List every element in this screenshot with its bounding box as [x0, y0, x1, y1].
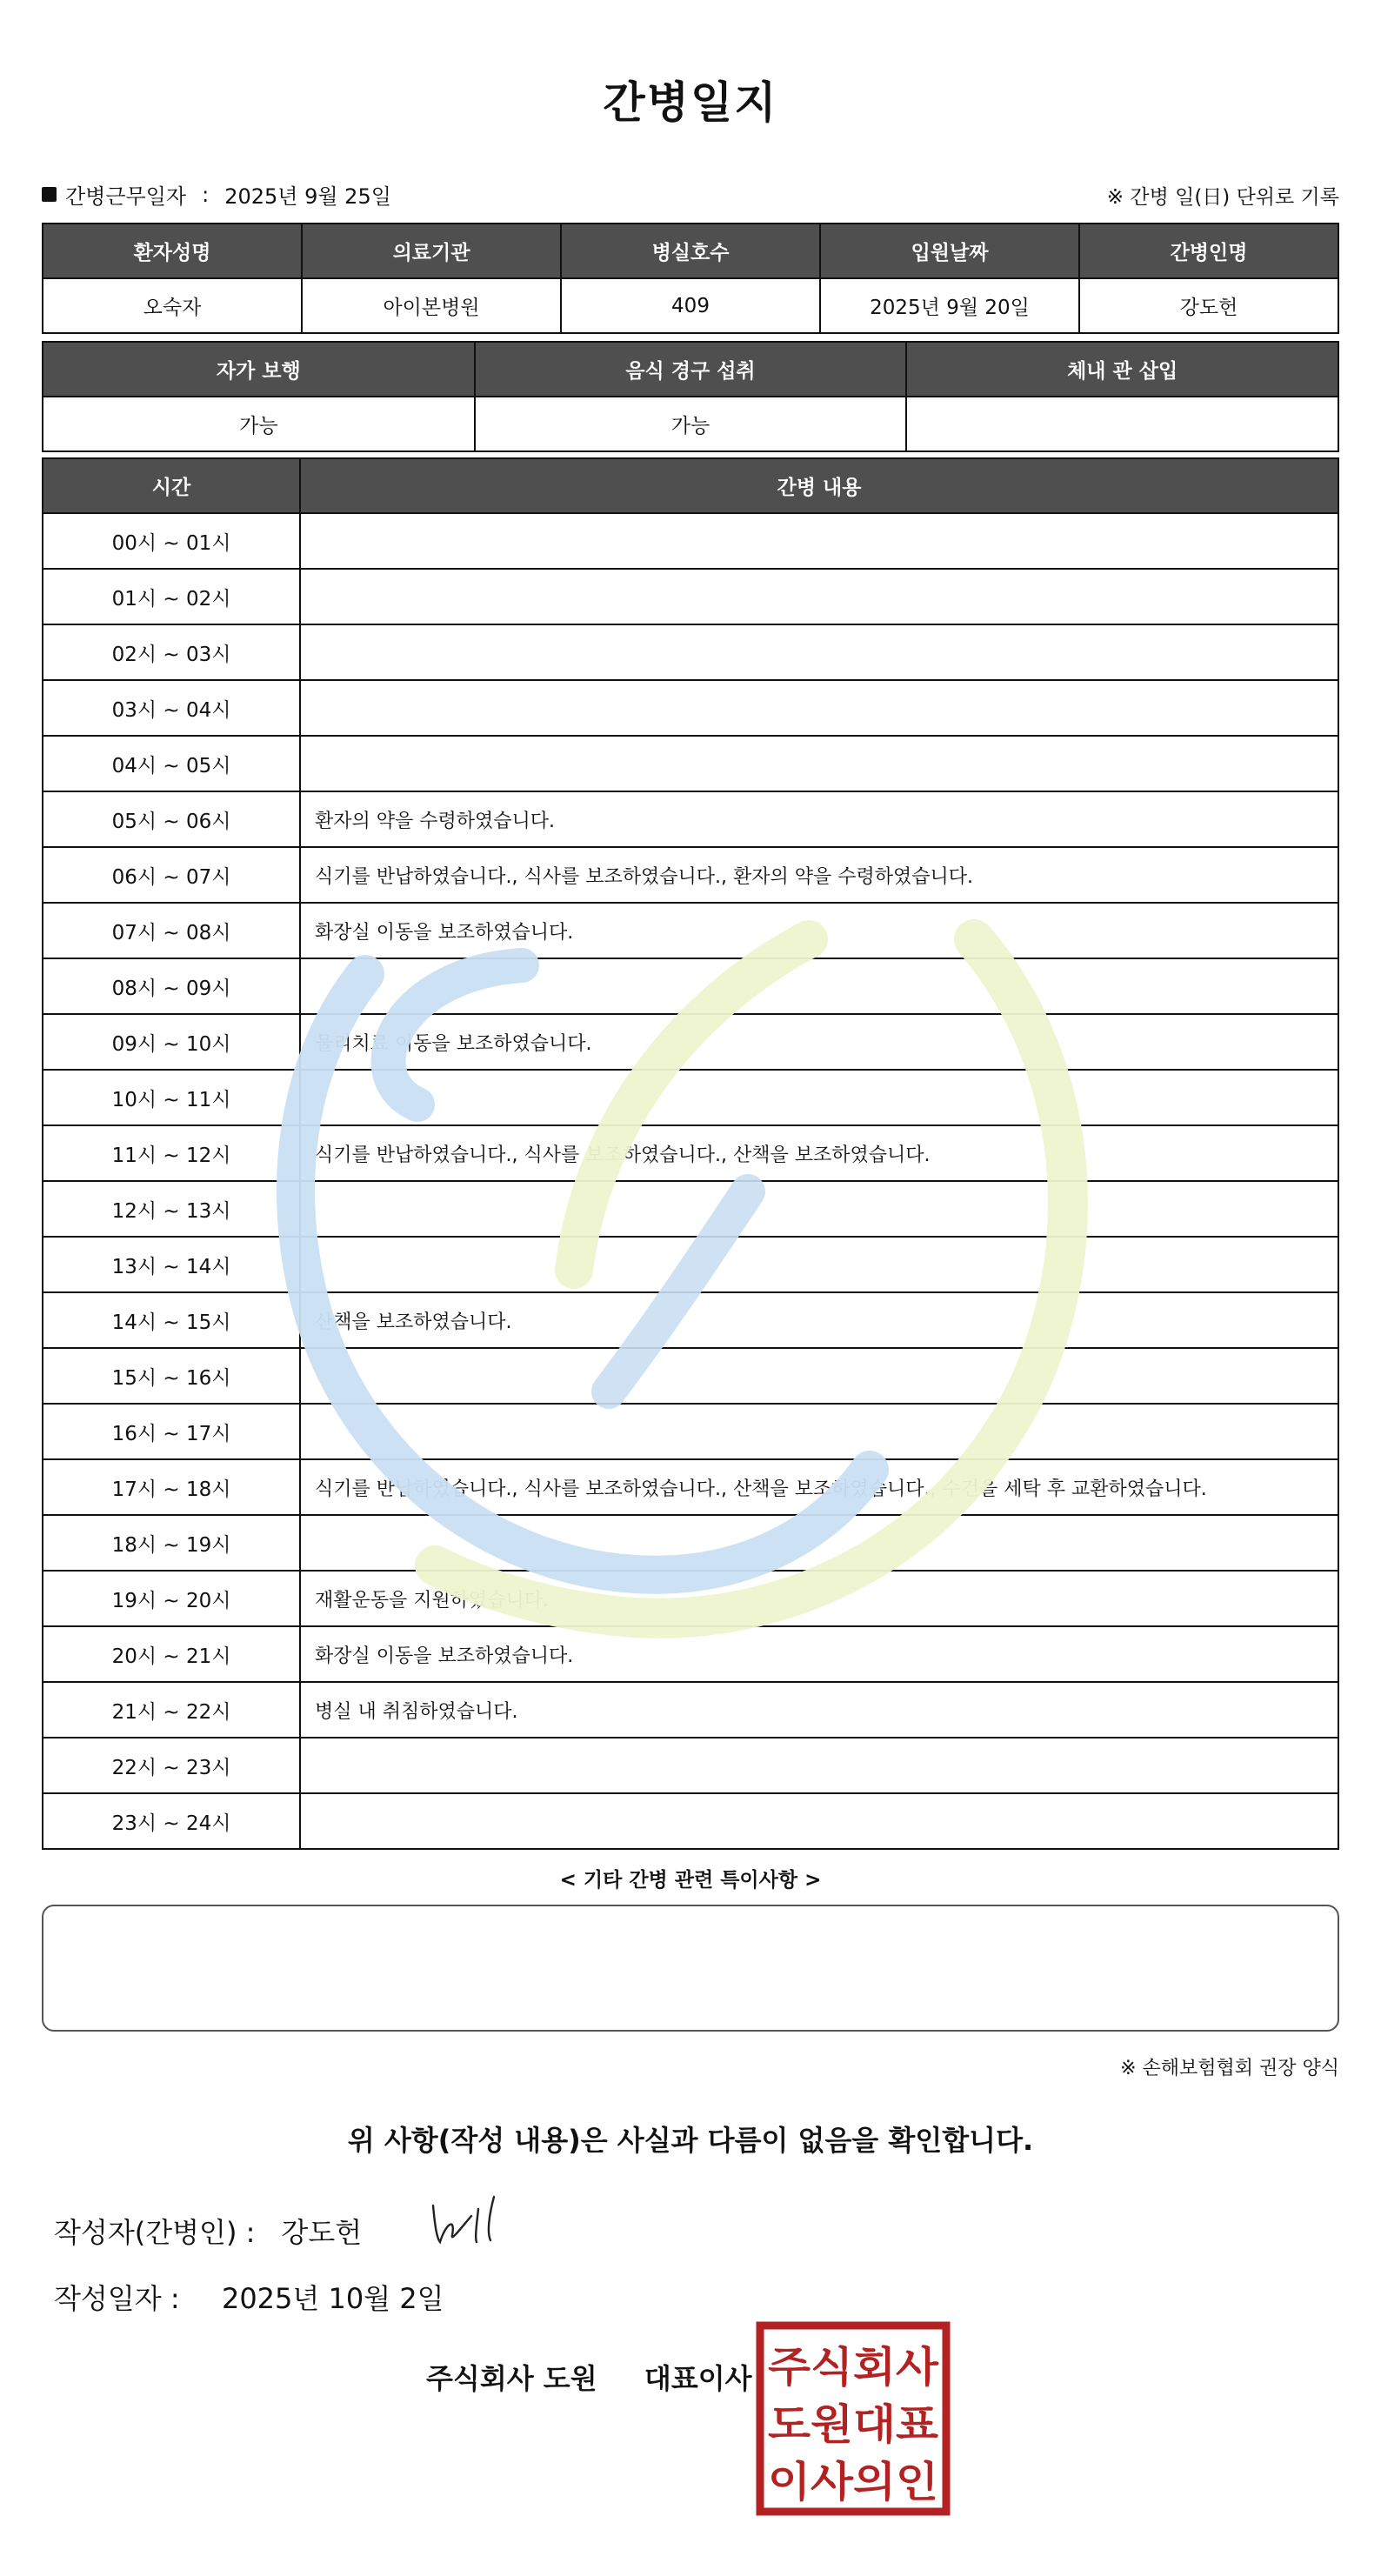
time-slot-cell: 21시 ~ 22시 — [43, 1682, 300, 1738]
seal-text-line: 이사의인 — [768, 2458, 938, 2506]
work-date-line — [42, 179, 391, 210]
tube-insertion-value — [906, 397, 1338, 451]
table-row — [43, 1181, 1338, 1237]
care-content-cell: 식기를 반납하였습니다., 식사를 보조하였습니다., 산책을 보조하였습니다. — [300, 1125, 1338, 1181]
time-slot-cell: 13시 ~ 14시 — [43, 1237, 300, 1292]
log-table-body — [43, 513, 1338, 1849]
care-content-cell: 병실 내 취침하였습니다. — [300, 1682, 1338, 1738]
time-slot-cell: 17시 ~ 18시 — [43, 1459, 300, 1515]
care-content-cell: 재활운동을 지원하였습니다. — [300, 1571, 1338, 1626]
hourly-care-log-table — [42, 457, 1339, 1850]
caregiver-name: 강도헌 — [1079, 278, 1338, 333]
table-row — [43, 903, 1338, 958]
care-content-cell: 환자의 약을 수령하였습니다. — [300, 791, 1338, 847]
time-slot-cell: 07시 ~ 08시 — [43, 903, 300, 958]
time-slot-cell: 12시 ~ 13시 — [43, 1181, 300, 1237]
table-row — [43, 569, 1338, 624]
time-slot-cell: 05시 ~ 06시 — [43, 791, 300, 847]
writer-label: 작성자(간병인) : — [54, 2216, 256, 2249]
written-date-line — [54, 2277, 444, 2317]
time-slot-cell: 20시 ~ 21시 — [43, 1626, 300, 1682]
care-content-cell — [300, 1738, 1338, 1793]
admission-date: 2025년 9월 20일 — [820, 278, 1079, 333]
company-name: 주식회사 도원 — [426, 2362, 597, 2395]
time-slot-cell: 19시 ~ 20시 — [43, 1571, 300, 1626]
care-content-cell: 식기를 반납하였습니다., 식사를 보조하였습니다., 산책을 보조하였습니다., 수건을 세탁 후 교환하였습니다. — [300, 1459, 1338, 1515]
time-slot-cell: 01시 ~ 02시 — [43, 569, 300, 624]
header-oral-intake: 음식 경구 섭취 — [475, 342, 907, 397]
table-row — [43, 624, 1338, 680]
self-walking-value: 가능 — [43, 397, 475, 451]
company-signature-line — [426, 2357, 752, 2397]
table-row — [43, 1014, 1338, 1070]
care-content-cell — [300, 1515, 1338, 1571]
time-slot-cell: 06시 ~ 07시 — [43, 847, 300, 903]
care-content-cell — [300, 1793, 1338, 1849]
care-content-cell — [300, 513, 1338, 569]
patient-status-table — [42, 341, 1339, 452]
seal-text-line: 도원대표 — [768, 2400, 939, 2449]
table-row — [43, 1292, 1338, 1348]
care-content-cell — [300, 1404, 1338, 1459]
time-slot-cell: 11시 ~ 12시 — [43, 1125, 300, 1181]
table-row — [43, 1237, 1338, 1292]
time-slot-cell: 08시 ~ 09시 — [43, 958, 300, 1014]
writer-name: 강도헌 — [281, 2216, 363, 2249]
time-slot-cell: 03시 ~ 04시 — [43, 680, 300, 736]
seal-text-line: 주식회사 — [768, 2343, 939, 2392]
confirmation-statement: 위 사항(작성 내용)은 사실과 다름이 없음을 확인합니다. — [347, 2124, 1034, 2157]
care-content-cell: 물리치료 이동을 보조하였습니다. — [300, 1014, 1338, 1070]
table-row — [43, 1571, 1338, 1626]
table-row — [43, 736, 1338, 791]
time-slot-cell: 00시 ~ 01시 — [43, 513, 300, 569]
header-caregiver-name: 간병인명 — [1079, 224, 1338, 278]
table-row — [43, 1070, 1338, 1125]
table-row — [43, 1682, 1338, 1738]
time-slot-cell: 02시 ~ 03시 — [43, 624, 300, 680]
header-time: 시간 — [43, 458, 300, 513]
patient-name: 오숙자 — [43, 278, 302, 333]
time-slot-cell: 22시 ~ 23시 — [43, 1738, 300, 1793]
oral-intake-value: 가능 — [475, 397, 907, 451]
time-slot-cell: 16시 ~ 17시 — [43, 1404, 300, 1459]
table-row — [43, 958, 1338, 1014]
patient-info-table — [42, 223, 1339, 334]
header-hospital: 의료기관 — [302, 224, 561, 278]
care-content-cell: 산책을 보조하였습니다. — [300, 1292, 1338, 1348]
care-content-cell — [300, 1348, 1338, 1404]
table-row — [43, 847, 1338, 903]
room-number: 409 — [561, 278, 820, 333]
time-slot-cell: 04시 ~ 05시 — [43, 736, 300, 791]
table-row — [43, 278, 1338, 333]
time-slot-cell: 09시 ~ 10시 — [43, 1014, 300, 1070]
header-tube-insertion: 체내 관 삽입 — [906, 342, 1338, 397]
care-content-cell — [300, 1237, 1338, 1292]
care-content-cell — [300, 680, 1338, 736]
care-content-cell — [300, 624, 1338, 680]
written-date-value: 2025년 10월 2일 — [221, 2282, 444, 2315]
time-slot-cell: 14시 ~ 15시 — [43, 1292, 300, 1348]
table-header-row — [43, 458, 1338, 513]
table-row — [43, 1348, 1338, 1404]
work-date-colon: : — [202, 182, 210, 207]
time-slot-cell: 15시 ~ 16시 — [43, 1348, 300, 1404]
time-slot-cell: 18시 ~ 19시 — [43, 1515, 300, 1571]
work-date-label: 간병근무일자 — [65, 184, 187, 209]
care-content-cell: 식기를 반납하였습니다., 식사를 보조하였습니다., 환자의 약을 수령하였습니다. — [300, 847, 1338, 903]
table-row — [43, 1793, 1338, 1849]
form-source-footnote: ※ 손해보험협회 권장 양식 — [1120, 2058, 1339, 2079]
header-room-number: 병실호수 — [561, 224, 820, 278]
care-content-cell: 화장실 이동을 보조하였습니다. — [300, 903, 1338, 958]
table-row — [43, 1515, 1338, 1571]
header-self-walking: 자가 보행 — [43, 342, 475, 397]
record-unit-note: ※ 간병 일(日) 단위로 기록 — [1106, 186, 1339, 209]
table-row — [43, 513, 1338, 569]
hospital-name: 아이본병원 — [302, 278, 561, 333]
care-content-cell — [300, 1070, 1338, 1125]
care-content-cell — [300, 958, 1338, 1014]
care-content-cell — [300, 736, 1338, 791]
page-title: 간병일지 — [603, 77, 778, 128]
company-title: 대표이사 — [644, 2362, 752, 2395]
table-row — [43, 1404, 1338, 1459]
table-row — [43, 680, 1338, 736]
table-row — [43, 397, 1338, 451]
table-row — [43, 1125, 1338, 1181]
table-row — [43, 1738, 1338, 1793]
time-slot-cell: 23시 ~ 24시 — [43, 1793, 300, 1849]
special-notes-title: < 기타 간병 관련 특이사항 > — [559, 1869, 822, 1892]
table-header-row — [43, 224, 1338, 278]
handwritten-signature — [426, 2190, 530, 2251]
table-header-row — [43, 342, 1338, 397]
header-admission-date: 입원날짜 — [820, 224, 1079, 278]
header-patient-name: 환자성명 — [43, 224, 302, 278]
writer-line — [54, 2211, 362, 2251]
table-row — [43, 1626, 1338, 1682]
time-slot-cell: 10시 ~ 11시 — [43, 1070, 300, 1125]
header-care-content: 간병 내용 — [300, 458, 1338, 513]
special-notes-box — [42, 1905, 1339, 2032]
work-date-value: 2025년 9월 25일 — [224, 184, 391, 209]
table-row — [43, 1459, 1338, 1515]
table-row — [43, 791, 1338, 847]
company-seal-stamp — [755, 2320, 951, 2517]
care-content-cell — [300, 1181, 1338, 1237]
care-content-cell — [300, 569, 1338, 624]
care-content-cell: 화장실 이동을 보조하였습니다. — [300, 1626, 1338, 1682]
written-date-label: 작성일자 : — [54, 2282, 180, 2315]
square-bullet-icon — [42, 187, 57, 202]
